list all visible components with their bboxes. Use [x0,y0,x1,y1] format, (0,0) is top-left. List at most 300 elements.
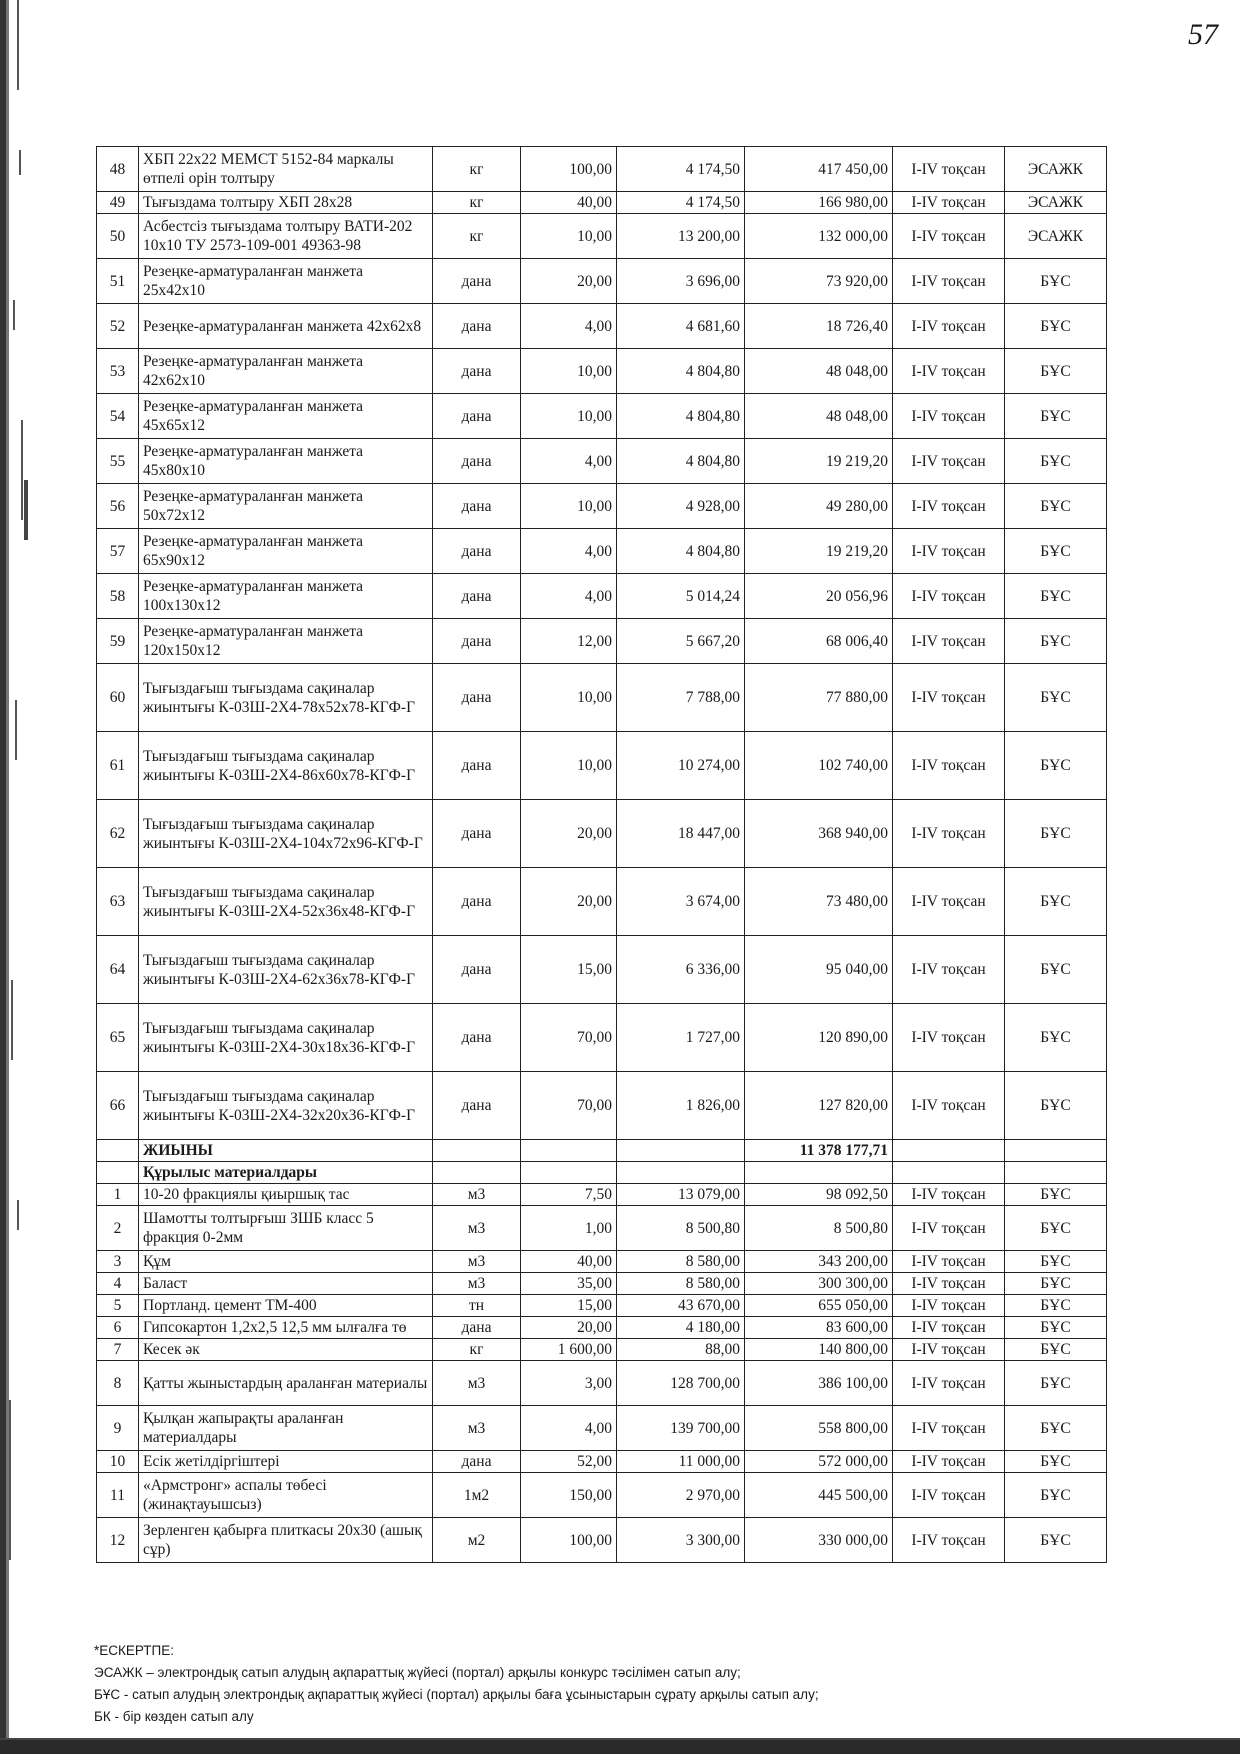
cell-method: БҰС [1005,868,1107,936]
cell-sum: 166 980,00 [745,192,893,214]
cell-no: 66 [97,1072,139,1140]
cell-name: Резеңке-арматураланған манжета 120х150х12 [139,619,433,664]
cell-period: I-IV тоқсан [893,1072,1005,1140]
cell-price: 4 804,80 [617,349,745,394]
cell-price: 3 696,00 [617,259,745,304]
cell-period: I-IV тоқсан [893,259,1005,304]
cell-price: 88,00 [617,1339,745,1361]
section-sum-cell [745,1162,893,1184]
cell-method: БҰС [1005,1072,1107,1140]
cell-method: БҰС [1005,439,1107,484]
cell-qty: 70,00 [521,1072,617,1140]
cell-price: 13 079,00 [617,1184,745,1206]
cell-no: 3 [97,1251,139,1273]
cell-price: 10 274,00 [617,732,745,800]
cell-no: 57 [97,529,139,574]
cell-qty: 4,00 [521,1406,617,1451]
cell-method: БҰС [1005,732,1107,800]
cell-qty: 1 600,00 [521,1339,617,1361]
cell-sum: 127 820,00 [745,1072,893,1140]
cell-price: 3 300,00 [617,1518,745,1563]
cell-qty: 4,00 [521,529,617,574]
cell-no: 9 [97,1406,139,1451]
cell-price: 6 336,00 [617,936,745,1004]
table-row [97,1339,1107,1361]
cell-qty: 10,00 [521,349,617,394]
cell-method: БҰС [1005,1273,1107,1295]
cell-price: 139 700,00 [617,1406,745,1451]
cell-qty: 100,00 [521,147,617,192]
section-qty-cell [521,1162,617,1184]
cell-price: 4 804,80 [617,529,745,574]
cell-period: I-IV тоқсан [893,868,1005,936]
cell-sum: 300 300,00 [745,1273,893,1295]
cell-sum: 98 092,50 [745,1184,893,1206]
cell-sum: 445 500,00 [745,1473,893,1518]
cell-sum: 68 006,40 [745,619,893,664]
cell-price: 5 667,20 [617,619,745,664]
cell-method: БҰС [1005,1004,1107,1072]
cell-no: 11 [97,1473,139,1518]
cell-method: БҰС [1005,1295,1107,1317]
cell-unit: дана [433,868,521,936]
table-row [97,619,1107,664]
cell-unit: дана [433,1317,521,1339]
cell-sum: 20 056,96 [745,574,893,619]
cell-period: I-IV тоқсан [893,1251,1005,1273]
cell-price: 5 014,24 [617,574,745,619]
cell-no: 63 [97,868,139,936]
cell-qty: 15,00 [521,936,617,1004]
cell-method: БҰС [1005,1406,1107,1451]
cell-no: 8 [97,1361,139,1406]
section-no-cell [97,1162,139,1184]
section-price-cell [617,1162,745,1184]
total-period-cell [893,1140,1005,1162]
table-row [97,664,1107,732]
cell-name: Асбестсіз тығыздама толтыру ВАТИ-202 10х10 ТУ 2573-109-001 49363-98 [139,214,433,259]
cell-no: 56 [97,484,139,529]
cell-sum: 330 000,00 [745,1518,893,1563]
cell-qty: 4,00 [521,574,617,619]
cell-qty: 7,50 [521,1184,617,1206]
cell-price: 3 674,00 [617,868,745,936]
scan-edge-shadow [0,0,90,1754]
cell-unit: дана [433,484,521,529]
notes-block [94,1640,1134,1728]
table-row [97,439,1107,484]
cell-name: Резеңке-арматураланған манжета 45х80х10 [139,439,433,484]
cell-unit: кг [433,214,521,259]
cell-unit: тн [433,1295,521,1317]
cell-unit: кг [433,147,521,192]
cell-price: 1 727,00 [617,1004,745,1072]
cell-sum: 19 219,20 [745,439,893,484]
cell-sum: 95 040,00 [745,936,893,1004]
cell-qty: 10,00 [521,732,617,800]
cell-method: БҰС [1005,484,1107,529]
section-title: Құрылыс материалдары [139,1162,433,1184]
cell-unit: дана [433,800,521,868]
total-section [97,1140,1107,1184]
cell-name: Резеңке-арматураланған манжета 100х130х12 [139,574,433,619]
cell-sum: 368 940,00 [745,800,893,868]
cell-sum: 73 480,00 [745,868,893,936]
section-unit-cell [433,1162,521,1184]
cell-unit: м2 [433,1518,521,1563]
cell-name: Резеңке-арматураланған манжета 42х62х10 [139,349,433,394]
cell-qty: 10,00 [521,664,617,732]
cell-qty: 1,00 [521,1206,617,1251]
cell-no: 64 [97,936,139,1004]
cell-qty: 15,00 [521,1295,617,1317]
cell-name: Тығыздағыш тығыздама сақиналар жиынтығы К-03Ш-2Х4-52х36х48-КГФ-Г [139,868,433,936]
cell-unit: м3 [433,1184,521,1206]
cell-no: 52 [97,304,139,349]
cell-sum: 48 048,00 [745,349,893,394]
notes-title: *ЕСКЕРТПЕ: [94,1643,174,1658]
cell-name: Резеңке-арматураланған манжета 65х90х12 [139,529,433,574]
cell-price: 4 804,80 [617,394,745,439]
cell-period: I-IV тоқсан [893,349,1005,394]
cell-sum: 386 100,00 [745,1361,893,1406]
cell-method: БҰС [1005,304,1107,349]
cell-method: БҰС [1005,529,1107,574]
cell-sum: 343 200,00 [745,1251,893,1273]
cell-name: Резеңке-арматураланған манжета 50х72х12 [139,484,433,529]
cell-method: БҰС [1005,1251,1107,1273]
table-row [97,1451,1107,1473]
cell-method: БҰС [1005,1473,1107,1518]
table-row [97,394,1107,439]
construction-body [97,1184,1107,1563]
cell-sum: 77 880,00 [745,664,893,732]
cell-method: БҰС [1005,1361,1107,1406]
cell-no: 62 [97,800,139,868]
cell-period: I-IV тоқсан [893,800,1005,868]
section-header-row [97,1162,1107,1184]
cell-no: 49 [97,192,139,214]
cell-price: 13 200,00 [617,214,745,259]
cell-price: 8 580,00 [617,1273,745,1295]
cell-no: 1 [97,1184,139,1206]
total-no-cell [97,1140,139,1162]
cell-period: I-IV тоқсан [893,1295,1005,1317]
cell-period: I-IV тоқсан [893,394,1005,439]
table-row [97,1004,1107,1072]
cell-period: I-IV тоқсан [893,192,1005,214]
cell-name: Тығыздағыш тығыздама сақиналар жиынтығы К-03Ш-2Х4-78х52х78-КГФ-Г [139,664,433,732]
cell-method: БҰС [1005,1317,1107,1339]
cell-unit: кг [433,192,521,214]
table-row [97,1473,1107,1518]
cell-no: 55 [97,439,139,484]
cell-qty: 20,00 [521,868,617,936]
cell-no: 5 [97,1295,139,1317]
cell-no: 54 [97,394,139,439]
cell-qty: 70,00 [521,1004,617,1072]
cell-unit: дана [433,732,521,800]
cell-price: 4 174,50 [617,192,745,214]
cell-method: БҰС [1005,394,1107,439]
cell-qty: 10,00 [521,214,617,259]
cell-name: Шамотты толтырғыш ЗШБ класс 5 фракция 0-2мм [139,1206,433,1251]
cell-price: 2 970,00 [617,1473,745,1518]
cell-name: 10-20 фракциялы қиыршық тас [139,1184,433,1206]
cell-sum: 49 280,00 [745,484,893,529]
cell-period: I-IV тоқсан [893,529,1005,574]
cell-unit: дана [433,394,521,439]
cell-no: 50 [97,214,139,259]
cell-period: I-IV тоқсан [893,1406,1005,1451]
cell-name: Гипсокартон 1,2х2,5 12,5 мм ылғалға тө [139,1317,433,1339]
table-row [97,1295,1107,1317]
table-row [97,1206,1107,1251]
cell-name: Есік жетілдіргіштері [139,1451,433,1473]
cell-method: БҰС [1005,936,1107,1004]
cell-no: 7 [97,1339,139,1361]
cell-period: I-IV тоқсан [893,1451,1005,1473]
cell-period: I-IV тоқсан [893,1518,1005,1563]
table-row [97,147,1107,192]
table-row [97,1518,1107,1563]
cell-name: Тығыздағыш тығыздама сақиналар жиынтығы К-03Ш-2Х4-32х20х36-КГФ-Г [139,1072,433,1140]
cell-price: 4 180,00 [617,1317,745,1339]
cell-name: Тығыздағыш тығыздама сақиналар жиынтығы К-03Ш-2Х4-62х36х78-КГФ-Г [139,936,433,1004]
cell-name: Резеңке-арматураланған манжета 42х62х8 [139,304,433,349]
cell-qty: 52,00 [521,1451,617,1473]
cell-method: ЭСАЖК [1005,147,1107,192]
cell-sum: 655 050,00 [745,1295,893,1317]
table-row [97,1273,1107,1295]
procurement-table [96,146,1107,1563]
section-method-cell [1005,1162,1107,1184]
cell-qty: 20,00 [521,259,617,304]
cell-unit: дана [433,1004,521,1072]
cell-price: 18 447,00 [617,800,745,868]
table-row [97,1406,1107,1451]
table-row [97,574,1107,619]
cell-price: 4 928,00 [617,484,745,529]
cell-no: 10 [97,1451,139,1473]
cell-period: I-IV тоқсан [893,214,1005,259]
cell-method: БҰС [1005,664,1107,732]
cell-name: Зерленген қабырға плиткасы 20х30 (ашық сұр) [139,1518,433,1563]
table-row [97,214,1107,259]
cell-no: 48 [97,147,139,192]
cell-name: Баласт [139,1273,433,1295]
cell-name: Портланд. цемент ТМ-400 [139,1295,433,1317]
cell-method: БҰС [1005,1451,1107,1473]
cell-unit: м3 [433,1361,521,1406]
cell-unit: дана [433,664,521,732]
cell-unit: 1м2 [433,1473,521,1518]
cell-no: 59 [97,619,139,664]
cell-sum: 73 920,00 [745,259,893,304]
cell-unit: дана [433,439,521,484]
cell-no: 2 [97,1206,139,1251]
section-period-cell [893,1162,1005,1184]
cell-period: I-IV тоқсан [893,1184,1005,1206]
cell-no: 60 [97,664,139,732]
cell-qty: 3,00 [521,1361,617,1406]
cell-unit: дана [433,304,521,349]
total-method-cell [1005,1140,1107,1162]
total-qty-cell [521,1140,617,1162]
table-row [97,349,1107,394]
table-row [97,529,1107,574]
cell-period: I-IV тоқсан [893,304,1005,349]
table-row [97,800,1107,868]
cell-name: ХБП 22х22 МЕМСТ 5152-84 маркалы өтпелі орін толтыру [139,147,433,192]
table-row [97,1317,1107,1339]
cell-unit: дана [433,574,521,619]
table-row [97,1072,1107,1140]
cell-name: Кесек әк [139,1339,433,1361]
table-row [97,1361,1107,1406]
cell-qty: 20,00 [521,800,617,868]
cell-period: I-IV тоқсан [893,1004,1005,1072]
cell-no: 53 [97,349,139,394]
cell-qty: 40,00 [521,192,617,214]
cell-name: Қылқан жапырақты араланған материалдары [139,1406,433,1451]
cell-sum: 558 800,00 [745,1406,893,1451]
cell-qty: 12,00 [521,619,617,664]
cell-qty: 4,00 [521,439,617,484]
cell-sum: 48 048,00 [745,394,893,439]
cell-sum: 102 740,00 [745,732,893,800]
cell-name: Құм [139,1251,433,1273]
cell-name: Қатты жыныстардың араланған материалы [139,1361,433,1406]
cell-unit: дана [433,936,521,1004]
cell-name: Тығыздама толтыру ХБП 28х28 [139,192,433,214]
notes-line-esazhk: ЭСАЖК – электрондық сатып алудың ақпараттық жүйесі (портал) арқылы конкурс тәсілімен сатып алу; [94,1665,741,1680]
cell-price: 4 174,50 [617,147,745,192]
items-body [97,147,1107,1140]
cell-method: БҰС [1005,1206,1107,1251]
table-row [97,868,1107,936]
cell-name: Резеңке-арматураланған манжета 45х65х12 [139,394,433,439]
cell-period: I-IV тоқсан [893,439,1005,484]
total-sum: 11 378 177,71 [745,1140,893,1162]
cell-period: I-IV тоқсан [893,1473,1005,1518]
table-row [97,304,1107,349]
cell-no: 51 [97,259,139,304]
cell-sum: 120 890,00 [745,1004,893,1072]
cell-name: Тығыздағыш тығыздама сақиналар жиынтығы К-03Ш-2Х4-30х18х36-КГФ-Г [139,1004,433,1072]
cell-period: I-IV тоқсан [893,664,1005,732]
cell-price: 43 670,00 [617,1295,745,1317]
cell-period: I-IV тоқсан [893,1206,1005,1251]
cell-qty: 100,00 [521,1518,617,1563]
cell-period: I-IV тоқсан [893,1339,1005,1361]
cell-no: 58 [97,574,139,619]
total-unit-cell [433,1140,521,1162]
cell-unit: дана [433,1072,521,1140]
cell-qty: 35,00 [521,1273,617,1295]
cell-price: 8 580,00 [617,1251,745,1273]
cell-unit: дана [433,619,521,664]
cell-qty: 4,00 [521,304,617,349]
table-row [97,1184,1107,1206]
total-price-cell [617,1140,745,1162]
cell-period: I-IV тоқсан [893,1317,1005,1339]
cell-method: БҰС [1005,574,1107,619]
cell-qty: 150,00 [521,1473,617,1518]
cell-method: БҰС [1005,259,1107,304]
cell-sum: 572 000,00 [745,1451,893,1473]
cell-no: 4 [97,1273,139,1295]
cell-period: I-IV тоқсан [893,484,1005,529]
cell-period: I-IV тоқсан [893,147,1005,192]
cell-price: 11 000,00 [617,1451,745,1473]
cell-sum: 132 000,00 [745,214,893,259]
cell-no: 12 [97,1518,139,1563]
cell-period: I-IV тоқсан [893,1273,1005,1295]
table-row [97,732,1107,800]
cell-method: БҰС [1005,1518,1107,1563]
cell-unit: дана [433,259,521,304]
notes-line-bus: БҰС - сатып алудың электрондық ақпараттық жүйесі (портал) арқылы баға ұсыныстарын сұрату арқылы сатып алу; [94,1687,819,1702]
page-number: 57 [1188,18,1218,51]
cell-method: ЭСАЖК [1005,192,1107,214]
cell-period: I-IV тоқсан [893,936,1005,1004]
cell-period: I-IV тоқсан [893,732,1005,800]
cell-name: Тығыздағыш тығыздама сақиналар жиынтығы К-03Ш-2Х4-104х72х96-КГФ-Г [139,800,433,868]
cell-price: 4 804,80 [617,439,745,484]
cell-method: БҰС [1005,1184,1107,1206]
cell-name: Тығыздағыш тығыздама сақиналар жиынтығы К-03Ш-2Х4-86х60х78-КГФ-Г [139,732,433,800]
table-row [97,192,1107,214]
cell-price: 1 826,00 [617,1072,745,1140]
table-row [97,484,1107,529]
cell-name: «Армстронг» аспалы төбесі (жинақтауышсыз) [139,1473,433,1518]
cell-sum: 19 219,20 [745,529,893,574]
cell-unit: м3 [433,1406,521,1451]
cell-method: БҰС [1005,1339,1107,1361]
cell-price: 128 700,00 [617,1361,745,1406]
cell-unit: м3 [433,1251,521,1273]
cell-unit: кг [433,1339,521,1361]
total-row [97,1140,1107,1162]
cell-sum: 417 450,00 [745,147,893,192]
cell-sum: 18 726,40 [745,304,893,349]
cell-sum: 140 800,00 [745,1339,893,1361]
cell-qty: 40,00 [521,1251,617,1273]
cell-price: 7 788,00 [617,664,745,732]
cell-no: 6 [97,1317,139,1339]
cell-method: БҰС [1005,349,1107,394]
notes-line-bk: БК - бір көзден сатып алу [94,1709,254,1724]
cell-qty: 20,00 [521,1317,617,1339]
cell-price: 8 500,80 [617,1206,745,1251]
cell-sum: 8 500,80 [745,1206,893,1251]
table-row [97,1251,1107,1273]
cell-unit: дана [433,349,521,394]
cell-sum: 83 600,00 [745,1317,893,1339]
cell-unit: м3 [433,1273,521,1295]
cell-method: БҰС [1005,619,1107,664]
cell-price: 4 681,60 [617,304,745,349]
cell-method: БҰС [1005,800,1107,868]
cell-qty: 10,00 [521,484,617,529]
cell-unit: м3 [433,1206,521,1251]
scan-bottom-edge [0,1738,1240,1754]
cell-method: ЭСАЖК [1005,214,1107,259]
table-row [97,936,1107,1004]
cell-no: 61 [97,732,139,800]
cell-period: I-IV тоқсан [893,1361,1005,1406]
